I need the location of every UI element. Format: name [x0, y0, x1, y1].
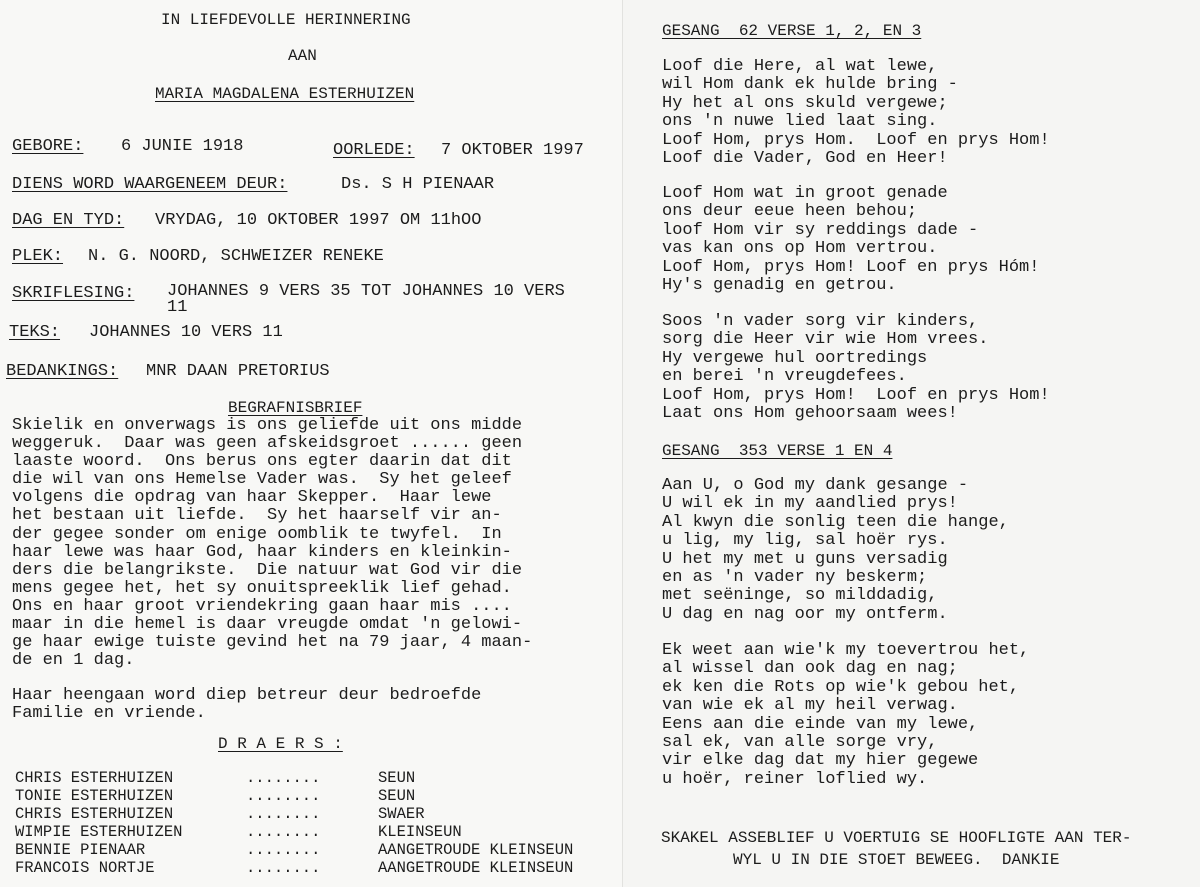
bearer-name: FRANCOIS NORTJE — [15, 859, 155, 877]
thanks-value: MNR DAAN PRETORIUS — [146, 362, 330, 381]
reading-label: SKRIFLESING: — [12, 284, 135, 303]
reading-value: JOHANNES 9 VERS 35 TOT JOHANNES 10 VERS 11 — [167, 282, 565, 317]
right-page — [622, 0, 1200, 887]
born-value: 6 JUNIE 1918 — [121, 137, 244, 156]
hymn2-verse2: Ek weet aan wie'k my toevertrou het, al wissel dan ook dag en nag; ek ken die Rots op wie'k gebou het, van wie ek al my heil verwag. Eens aan die einde van my lewe, sal ek, van alle sorge vry, vir elke dag dat my hier gegewe u hoër, reiner loflied wy. — [662, 641, 1030, 789]
to-heading: AAN — [288, 47, 317, 65]
hymn2-title: GESANG 353 VERSE 1 EN 4 — [662, 442, 893, 460]
bearer-dots: ........ — [246, 805, 321, 823]
bearer-name: TONIE ESTERHUIZEN — [15, 787, 174, 805]
place-label: PLEK: — [12, 247, 64, 266]
letter-body: Skielik en onverwags is ons geliefde uit ons midde weggeruk. Daar was geen afskeidsgroet ...... geen laaste woord. Ons berus ons egter daarin dat dit die wil van ons Hemelse Vader was. Sy het geleef volgens die opdrag van haar Skepper. Haar lewe het bestaan uit liefde. Sy het haarself vir an- der gegee sonder om enige oomblik te twyfel. In haar lewe was haar God, haar kinders en kleinkin- ders die belangrikste. Die natuur wat God vir die mens gegee het, het sy onuitspreeklik lief gehad. Ons en haar groot vriendekring gaan haar mis .... maar in die hemel is daar vreugde omdat 'n gelowi- ge haar ewige tuiste gevind het na 79 jaar, 4 maan- de en 1 dag. — [12, 416, 533, 671]
hymn1-title: GESANG 62 VERSE 1, 2, EN 3 — [662, 22, 922, 40]
headlights-notice: SKAKEL ASSEBLIEF U VOERTUIG SE HOOFLIGTE AAN TER- WYL U IN DIE STOET BEWEEG. DANKIE — [661, 829, 1132, 869]
deceased-name: MARIA MAGDALENA ESTERHUIZEN — [155, 85, 415, 103]
bearer-relation: KLEINSEUN — [378, 823, 462, 841]
born-label: GEBORE: — [12, 137, 84, 156]
bearer-name: WIMPIE ESTERHUIZEN — [15, 823, 183, 841]
letter-closing: Haar heengaan word diep betreur deur bedroefde Familie en vriende. — [12, 686, 482, 724]
bearer-dots: ........ — [246, 769, 321, 787]
thanks-label: BEDANKINGS: — [6, 362, 119, 381]
died-label: OORLEDE: — [333, 141, 415, 160]
hymn2-verse1: Aan U, o God my dank gesange - U wil ek in my aandlied prys! Al kwyn die sonlig teen die hange, u lig, my lig, sal hoër rys. U het my met u guns versadig en as 'n vader ny beskerm; met seëninge, so milddadig, U dag en nag oor my ontferm. — [662, 476, 1009, 624]
letter-title: BEGRAFNISBRIEF — [228, 399, 363, 417]
bearer-relation: SWAER — [378, 805, 425, 823]
bearer-name: BENNIE PIENAAR — [15, 841, 146, 859]
bearer-relation: SEUN — [378, 769, 416, 787]
bearer-name: CHRIS ESTERHUIZEN — [15, 769, 174, 787]
date-value: VRYDAG, 10 OKTOBER 1997 OM 11hOO — [155, 211, 482, 230]
bearer-dots: ........ — [246, 841, 321, 859]
bearer-relation: SEUN — [378, 787, 416, 805]
service-value: Ds. S H PIENAAR — [341, 175, 495, 194]
bearer-name: CHRIS ESTERHUIZEN — [15, 805, 174, 823]
memorial-heading: IN LIEFDEVOLLE HERINNERING — [161, 11, 411, 29]
place-value: N. G. NOORD, SCHWEIZER RENEKE — [88, 247, 384, 266]
service-label: DIENS WORD WAARGENEEM DEUR: — [12, 175, 288, 194]
bearer-dots: ........ — [246, 859, 321, 877]
text-value: JOHANNES 10 VERS 11 — [89, 323, 283, 342]
hymn1-verse3: Soos 'n vader sorg vir kinders, sorg die Heer vir wie Hom vrees. Hy vergewe hul oortredings en berei 'n vreugdefees. Loof Hom, prys Hom! Loof en prys Hom! Laat ons Hom gehoorsaam wees! — [662, 312, 1050, 424]
bearer-relation: AANGETROUDE KLEINSEUN — [378, 859, 574, 877]
hymn1-verse2: Loof Hom wat in groot genade ons deur eeue heen behou; loof Hom vir sy reddings dade - vas kan ons op Hom vertrou. Loof Hom, prys Hom! Loof en prys Hóm! Hy's genadig en getrou. — [662, 184, 1040, 296]
bearers-title: D R A E R S : — [218, 735, 343, 753]
hymn1-verse1: Loof die Here, al wat lewe, wil Hom dank ek hulde bring - Hy het al ons skuld vergewe; ons 'n nuwe lied laat sing. Loof Hom, prys Hom. Loof en prys Hom! Loof die Vader, God en Heer! — [662, 57, 1050, 169]
text-label: TEKS: — [9, 323, 61, 342]
date-label: DAG EN TYD: — [12, 211, 125, 230]
bearer-dots: ........ — [246, 787, 321, 805]
died-value: 7 OKTOBER 1997 — [441, 141, 584, 160]
bearer-relation: AANGETROUDE KLEINSEUN — [378, 841, 574, 859]
bearer-dots: ........ — [246, 823, 321, 841]
